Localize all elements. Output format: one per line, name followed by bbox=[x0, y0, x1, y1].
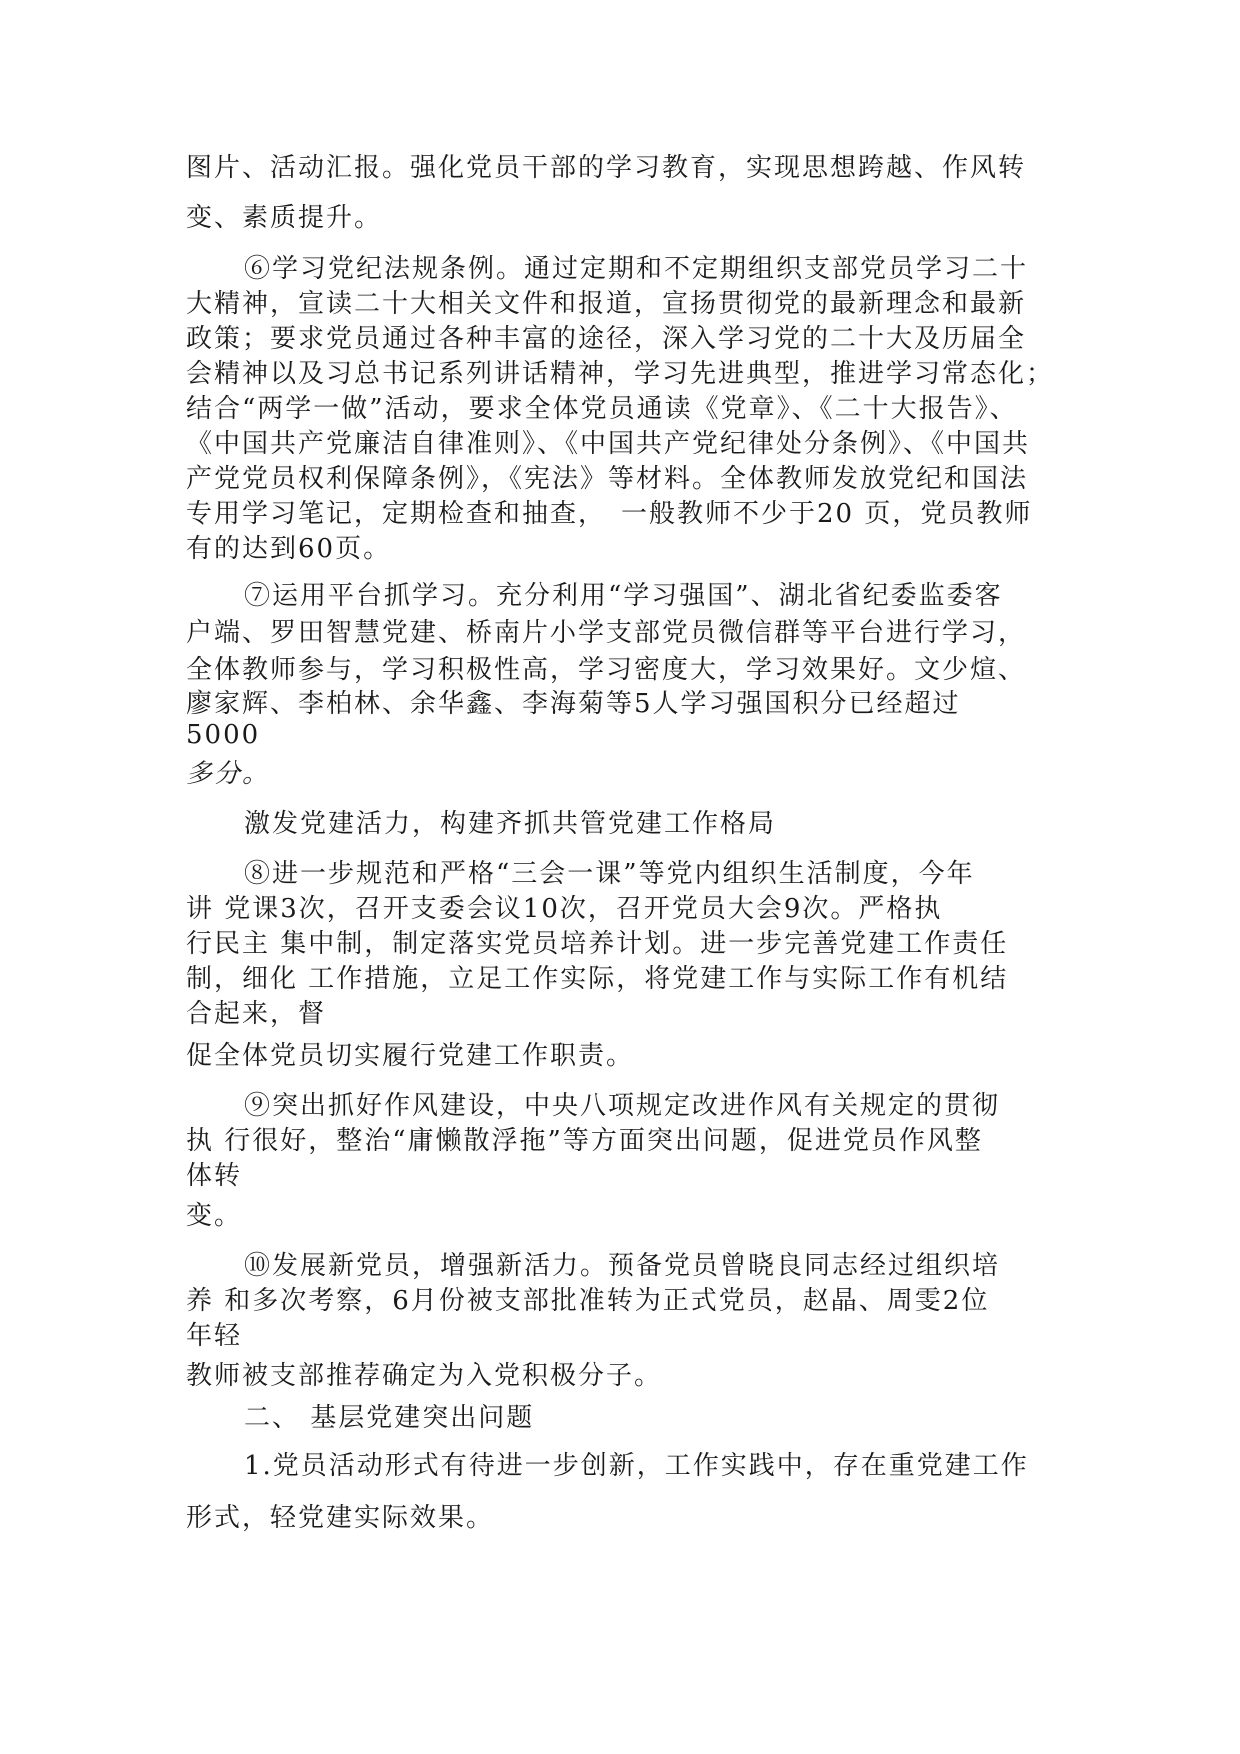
paragraph-line: ⑧进一步规范和严格“三会一课”等党内组织生活制度，今年 bbox=[244, 859, 975, 889]
paragraph-line: 制，细化 工作措施，立足工作实际，将党建工作与实际工作有机结 bbox=[186, 964, 1009, 994]
paragraph-line: 行民主 集中制，制定落实党员培养计划。进一步完善党建工作责任 bbox=[186, 929, 1009, 959]
paragraph-line: 1.党员活动形式有待进一步创新，工作实践中，存在重党建工作 bbox=[244, 1451, 1029, 1481]
paragraph-line: 户端、罗田智慧党建、桥南片小学支部党员微信群等平台进行学习， bbox=[186, 618, 1027, 648]
paragraph-line: 产党党员权利保障条例》，《宪法》等材料。全体教师发放党纪和国法 bbox=[186, 464, 1029, 494]
paragraph-line: 廖家辉、李柏林、余华鑫、李海菊等5人学习强国积分已经超过 bbox=[186, 689, 961, 719]
paragraph-line: 政策；要求党员通过各种丰富的途径，深入学习党的二十大及历届全 bbox=[186, 324, 1027, 354]
paragraph-line: 图片、活动汇报。强化党员干部的学习教育，实现思想跨越、作风转 bbox=[186, 153, 1027, 183]
paragraph-line: 养 和多次考察，6月份被支部批准转为正式党员，赵晶、周雯2位 bbox=[186, 1286, 990, 1316]
paragraph-line: 会精神以及习总书记系列讲话精神，学习先进典型，推进学习常态化； bbox=[186, 359, 1055, 389]
paragraph-line: ⑥学习党纪法规条例。通过定期和不定期组织支部党员学习二十 bbox=[244, 254, 1029, 284]
paragraph-line: ⑩发展新党员，增强新活力。预备党员曾晓良同志经过组织培 bbox=[244, 1251, 1001, 1281]
paragraph-line: 《中国共产党廉洁自律准则》、《中国共产党纪律处分条例》、《中国共 bbox=[186, 429, 1031, 459]
section-heading: 激发党建活力，构建齐抓共管党建工作格局 bbox=[244, 809, 777, 839]
paragraph-line: 多分。 bbox=[186, 759, 271, 789]
paragraph-line: 年轻 bbox=[186, 1321, 243, 1351]
paragraph-line: 全体教师参与，学习积极性高，学习密度大，学习效果好。文少煊、 bbox=[186, 655, 1027, 685]
paragraph-line: 教师被支部推荐确定为入党积极分子。 bbox=[186, 1361, 663, 1391]
paragraph-line: 大精神，宣读二十大相关文件和报道，宣扬贯彻党的最新理念和最新 bbox=[186, 289, 1027, 319]
paragraph-line: 结合“两学一做”活动，要求全体党员通读《党章》、《二十大报告》、 bbox=[186, 394, 1018, 424]
paragraph-line: 讲 党课3次，召开支委会议10次，召开党员大会9次。严格执 bbox=[186, 894, 943, 924]
paragraph-line: 5000 bbox=[186, 720, 261, 750]
paragraph-line: 变。 bbox=[186, 1201, 243, 1231]
paragraph-line: 执 行很好，整治“庸懒散浮拖”等方面突出问题，促进党员作风整 bbox=[186, 1126, 983, 1156]
paragraph-line: 促全体党员切实履行党建工作职责。 bbox=[186, 1041, 635, 1071]
paragraph-line: ⑦运用平台抓学习。充分利用“学习强国”、湖北省纪委监委客 bbox=[244, 581, 1003, 611]
paragraph-line: 变、素质提升。 bbox=[186, 203, 383, 233]
paragraph-line: 体转 bbox=[186, 1161, 243, 1191]
paragraph-line: 形式，轻党建实际效果。 bbox=[186, 1503, 495, 1533]
paragraph-line: ⑨突出抓好作风建设，中央八项规定改进作风有关规定的贯彻 bbox=[244, 1091, 1001, 1121]
paragraph-line: 专用学习笔记，定期检查和抽查， 一般教师不少于20 页，党员教师 bbox=[186, 499, 1033, 529]
paragraph-line: 合起来，督 bbox=[186, 999, 327, 1029]
paragraph-line: 有的达到60页。 bbox=[186, 534, 392, 564]
section-heading: 二、 基层党建突出问题 bbox=[244, 1403, 535, 1433]
